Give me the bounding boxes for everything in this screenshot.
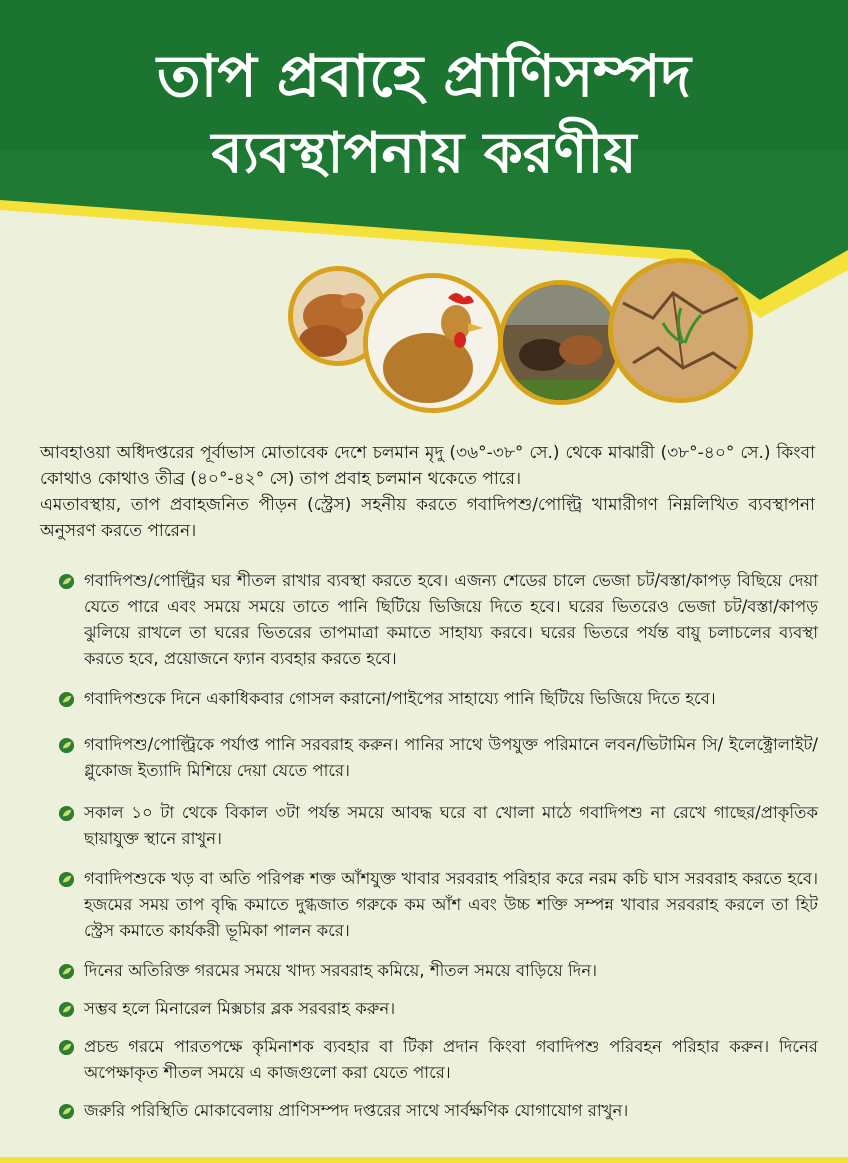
- list-item-text: সকাল ১০ টা থেকে বিকাল ৩টা পর্যন্ত সময়ে আবদ্ধ ঘরে বা খোলা মাঠে গবাদিপশু না রেখে গাছের/প্রাকৃতিক ছায়াযুক্ত স্থানে রাখুন।: [84, 803, 818, 848]
- leaf-bullet-icon: [58, 871, 75, 888]
- photo-strip: [288, 258, 758, 428]
- leaf-bullet-icon: [58, 1103, 75, 1120]
- bottom-accent-bar: [0, 1157, 848, 1163]
- recommendation-list: [58, 568, 818, 1124]
- list-item: [58, 958, 818, 984]
- leaf-bullet-icon: [58, 1001, 75, 1018]
- leaf-bullet-icon: [58, 963, 75, 980]
- list-item: [58, 732, 818, 784]
- list-item: [58, 1098, 818, 1124]
- cattle-photo: [498, 280, 623, 405]
- list-item: [58, 866, 818, 944]
- intro-paragraph-2: এমতাবস্থায়, তাপ প্রবাহজনিত পীড়ন (স্ট্রেস) সহনীয় করতে গবাদিপশু/পোল্ট্রি খামারীগণ নিম্নলিখিত ব্যবস্থাপনা অনুসরণ করতে পারেন।: [40, 495, 815, 541]
- list-item-text: প্রচন্ড গরমে পারতপক্ষে কৃমিনাশক ব্যবহার বা টিকা প্রদান কিংবা গবাদিপশু পরিবহন পরিহার করুন। দিনের অপেক্ষাকৃত শীতল সময়ে এ কাজগুলো করা যেতে পারে।: [84, 1037, 818, 1082]
- intro-paragraph-1: আবহাওয়া অধিদপ্তরের পূর্বাভাস মোতাবেক দেশে চলমান মৃদু (৩৬°-৩৮° সে.) থেকে মাঝারী (৩৮°-৪০° সে.) কিংবা কোথাও কোথাও তীব্র (৪০°-৪২° সে) তাপ প্রবাহ চলমান থকেতে পারে।: [40, 443, 815, 489]
- list-item: [58, 800, 818, 852]
- list-item-text: জরুরি পরিস্থিতি মোকাবেলায় প্রাণিসম্পদ দপ্তরের সাথে সার্বক্ষণিক যোগাযোগ রাখুন।: [84, 1101, 629, 1120]
- leaf-bullet-icon: [58, 737, 75, 754]
- title-line-1: তাপ প্রবাহে প্রাণিসম্পদ: [156, 42, 692, 110]
- leaf-bullet-icon: [58, 1039, 75, 1056]
- list-item-text: সম্ভব হলে মিনারেল মিক্সচার ব্লক সরবরাহ করুন।: [84, 999, 396, 1018]
- list-item: [58, 568, 818, 672]
- leaf-bullet-icon: [58, 573, 75, 590]
- chicken-photo: [363, 273, 503, 413]
- page-title: [0, 40, 848, 196]
- list-item-text: গবাদিপশুকে দিনে একাধিকবার গোসল করানো/পাইপের সাহায্যে পানি ছিটিয়ে ভিজিয়ে দিতে হবে।: [84, 689, 716, 708]
- list-item-text: দিনের অতিরিক্ত গরমের সময়ে খাদ্য সরবরাহ কমিয়ে, শীতল সময়ে বাড়িয়ে দিন।: [84, 961, 598, 980]
- list-item: [58, 996, 818, 1022]
- leaf-bullet-icon: [58, 691, 75, 708]
- list-item-text: গবাদিপশুকে খড় বা অতি পরিপক্ব শক্ত আঁশযুক্ত খাবার সরবরাহ পরিহার করে নরম কচি ঘাস সরবরাহ করতে হবে। হজমের সময় তাপ বৃদ্ধি কমাতে দুগ্ধজাত গরুকে কম আঁশ এবং উচ্চ শক্তি সম্পন্ন খাবার সরবরাহ করলে তা হিট স্ট্রেস কমাতে কার্যকরী ভূমিকা পালন করে।: [84, 869, 818, 940]
- title-line-2: ব্যবস্থাপনায় করণীয়: [211, 121, 637, 186]
- cracked-soil-photo: [608, 258, 753, 403]
- leaf-bullet-icon: [58, 805, 75, 822]
- list-item-text: গবাদিপশু/পোল্ট্রিকে পর্যাপ্ত পানি সরবরাহ করুন। পানির সাথে উপযুক্ত পরিমানে লবন/ভিটামিন সি/ ইলেক্ট্রোলাইট/গ্লুকোজ ইত্যাদি মিশিয়ে দেয়া যেতে পারে।: [84, 735, 818, 780]
- list-item-text: গবাদিপশু/পোল্ট্রির ঘর শীতল রাখার ব্যবস্থা করতে হবে। এজন্য শেডের চালে ভেজা চট/বস্তা/কাপড় বিছিয়ে দেয়া যেতে পারে এবং সময়ে সময়ে তাতে পানি ছিটিয়ে ভিজিয়ে দিতে হবে। ঘরের ভিতরেও ভেজা চট/বস্তা/কাপড় ঝুলিয়ে রাখলে তা ঘরের ভিতরের তাপমাত্রা কমাতে সাহায্য করবে। ঘরের ভিতরে পর্যন্ত বায়ু চলাচলের ব্যবস্থা করতে হবে, প্রয়োজনে ফ্যান ব্যবহার করতে হবে।: [84, 571, 818, 668]
- list-item: [58, 686, 818, 712]
- intro-text: [40, 440, 815, 544]
- list-item: [58, 1034, 818, 1086]
